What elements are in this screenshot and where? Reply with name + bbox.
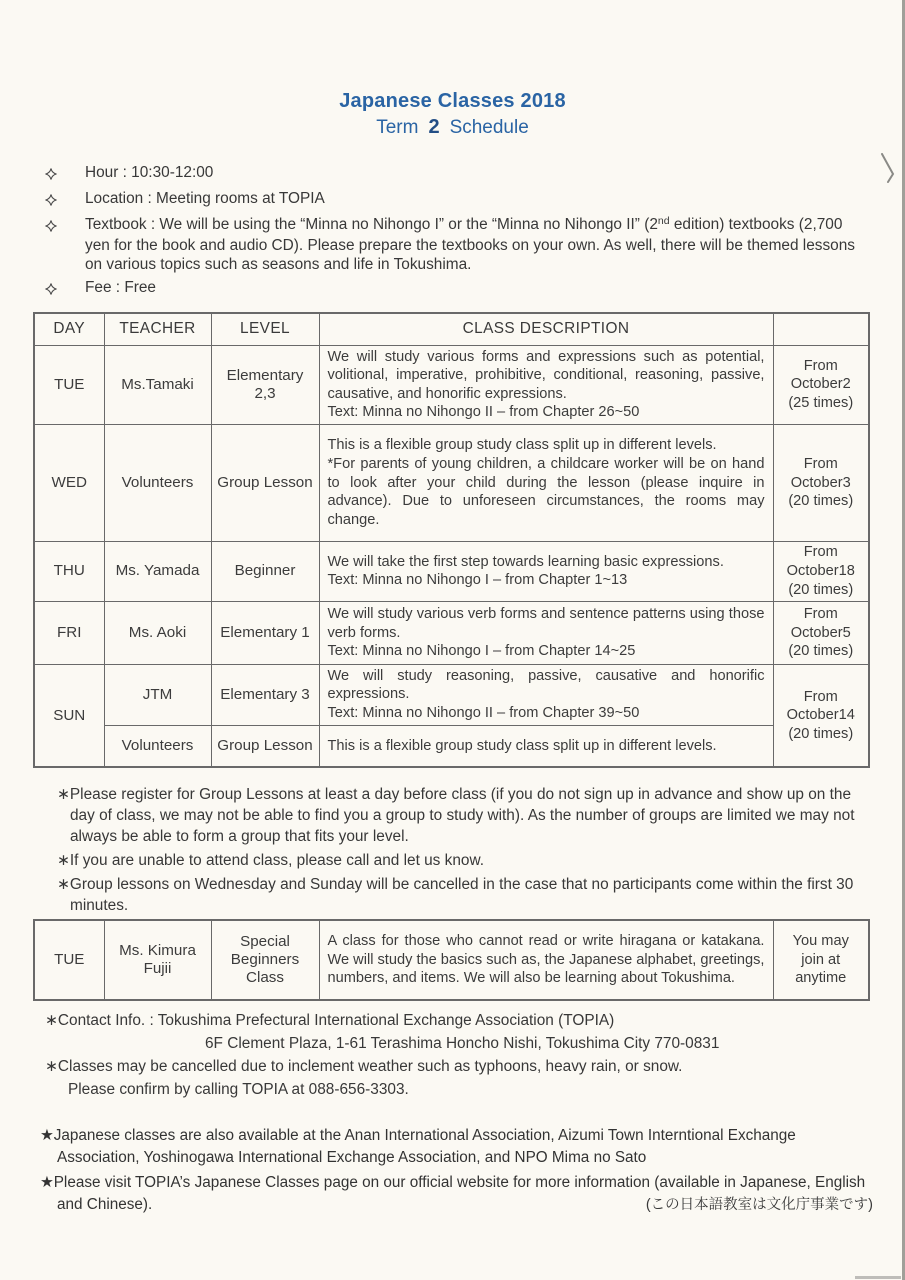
teacher-cell: Volunteers [104, 725, 211, 767]
info-item-textbook [45, 215, 870, 274]
header-start [773, 313, 869, 345]
header-day: DAY [34, 313, 104, 345]
star-note-text: Japanese classes are also available at the Anan International Association, Aizumi Town Interntional Exchange Association, Yoshinogawa International Exchange Association, and NPO Mima no Sato [53, 1127, 796, 1167]
teacher-cell: Ms. Yamada [104, 541, 211, 601]
day-cell: TUE [34, 345, 104, 424]
description-text-line: Text: Minna no Nihongo I – from Chapter 1~13 [327, 572, 628, 589]
note-text: If you are unable to attend class, please call and let us know. [69, 852, 485, 870]
header-level: LEVEL [211, 313, 319, 345]
description-cell [319, 345, 773, 424]
textbook-text-pre: Textbook : We will be using the “Minna no Nihongo I” or the “Minna no Nihongo II” (2 [85, 216, 658, 233]
special-beginners-table [33, 919, 870, 1001]
title-block [0, 0, 905, 139]
weather-confirm-line: Please confirm by calling TOPIA at 088-656-3303. [68, 1081, 409, 1099]
level-cell: Elementary 1 [211, 601, 319, 664]
info-item-location [45, 189, 870, 211]
level-cell: Elementary 3 [211, 664, 319, 725]
start-cell: From October2 (25 times) [773, 345, 869, 424]
start-cell: From October3 (20 times) [773, 424, 869, 541]
asterisk-icon: ∗ [57, 786, 70, 804]
day-cell: TUE [34, 920, 104, 1000]
star-note-item [40, 1172, 875, 1216]
note-text: Please register for Group Lessons at least a day before class (if you do not sign up in advance and show up on the day of class, we may not be able to find you a group to study with). As the number of groups are limited we may not always be able to form a group that fits your level. [69, 786, 855, 846]
teacher-cell: Ms. Kimura Fujii [104, 920, 211, 1000]
description-cell [319, 725, 773, 767]
page-subtitle [0, 116, 905, 139]
start-cell: From October18 (20 times) [773, 541, 869, 601]
description-cell [319, 664, 773, 725]
info-item-fee [45, 278, 870, 300]
note-item [57, 784, 869, 847]
info-bullet-list [45, 163, 870, 300]
description-text-line: Text: Minna no Nihongo I – from Chapter 14~25 [327, 643, 636, 660]
description-paragraph: This is a flexible group study class split up in different levels. [327, 437, 717, 454]
contact-info-text: Contact Info. : Tokushima Prefectural International Exchange Association (TOPIA) [57, 1012, 615, 1030]
description-cell [319, 920, 773, 1000]
star-note-item [40, 1125, 875, 1169]
schedule-table [33, 312, 870, 768]
note-item [57, 874, 869, 916]
asterisk-icon: ∗ [57, 876, 70, 894]
description-paragraph: We will take the first step towards learning basic expressions. [327, 553, 724, 570]
star-notes [40, 1125, 875, 1216]
info-hour-text: Hour : 10:30-12:00 [85, 164, 214, 181]
info-location-text: Location : Meeting rooms at TOPIA [85, 190, 325, 207]
asterisk-icon: ∗ [45, 1012, 58, 1030]
contact-info-line [45, 1009, 870, 1032]
table-row-tue [34, 345, 869, 424]
star-icon: ★ [40, 1127, 54, 1145]
level-cell: Group Lesson [211, 725, 319, 767]
header-teacher: TEACHER [104, 313, 211, 345]
schedule-header-row [34, 313, 869, 345]
description-text-line: Text: Minna no Nihongo II – from Chapter 26~50 [327, 404, 640, 421]
table-row-thu [34, 541, 869, 601]
day-cell: FRI [34, 601, 104, 664]
textbook-text-post: edition) textbooks (2,700 yen for the book and audio CD). Please prepare the textbooks on your own. As well, there will be themed lessons on various topics such as seasons and life in Tokushima. [85, 216, 855, 273]
table-row-special-tue [34, 920, 869, 1000]
description-paragraph: We will study various verb forms and sentence patterns using those verb forms. [327, 605, 765, 641]
header-class-description: CLASS DESCRIPTION [319, 313, 773, 345]
subtitle-schedule-label: Schedule [449, 117, 529, 138]
contact-notes [45, 1009, 870, 1101]
start-cell: From October14 (20 times) [773, 664, 869, 767]
note-text: Group lessons on Wednesday and Sunday will be cancelled in the case that no participants come within the first 30 minutes. [69, 876, 854, 915]
description-paragraph: We will study various forms and expressions such as potential, volitional, imperative, prohibitive, conditional, reasoning, passive, causative, and honorific expressions. [327, 348, 765, 402]
subtitle-term-number: 2 [428, 116, 440, 138]
description-paragraph: *For parents of young children, a childcare worker will be on hand to look after your child during the lesson (please inquire in advance). Due to unforeseen circumstances, the rooms may change. [327, 455, 765, 528]
diamond-bullet-icon [45, 278, 85, 300]
pen-mark-icon [880, 153, 900, 185]
diamond-bullet-icon [45, 163, 85, 185]
description-text-line: Text: Minna no Nihongo II – from Chapter 39~50 [327, 705, 640, 722]
teacher-cell: Volunteers [104, 424, 211, 541]
day-cell: WED [34, 424, 104, 541]
teacher-cell: Ms. Aoki [104, 601, 211, 664]
description-cell [319, 601, 773, 664]
day-cell: SUN [34, 664, 104, 767]
level-cell: Group Lesson [211, 424, 319, 541]
diamond-bullet-icon [45, 189, 85, 211]
day-cell: THU [34, 541, 104, 601]
asterisk-icon: ∗ [57, 852, 70, 870]
table-row-fri [34, 601, 869, 664]
start-cell: From October5 (20 times) [773, 601, 869, 664]
start-cell: You may join at anytime [773, 920, 869, 1000]
info-item-hour [45, 163, 870, 185]
subtitle-term-label: Term [376, 117, 419, 138]
weather-note-text: Classes may be cancelled due to inclement weather such as typhoons, heavy rain, or snow. [57, 1058, 683, 1076]
star-note-text: Please visit TOPIA’s Japanese Classes page on our official website for more information (available in Japanese, English and Chinese). [53, 1174, 866, 1214]
level-cell: Beginner [211, 541, 319, 601]
textbook-superscript: nd [657, 215, 670, 227]
description-paragraph: We will study reasoning, passive, causative and honorific expressions. [327, 667, 765, 703]
description-paragraph: A class for those who cannot read or write hiragana or katakana. We will study the basics such as, the Japanese alphabet, greetings, numbers, and items. We will also be learning about Tokushima. [327, 933, 765, 987]
info-textbook-text [85, 215, 870, 274]
level-cell: Elementary 2,3 [211, 345, 319, 424]
weather-note-line [45, 1055, 870, 1078]
scan-smudge [855, 1276, 901, 1279]
contact-address: 6F Clement Plaza, 1-61 Terashima Honcho Nishi, Tokushima City 770-0831 [205, 1035, 720, 1053]
table-row-sun-volunteers [34, 725, 869, 767]
note-item [57, 850, 869, 871]
table-row-sun-jtm [34, 664, 869, 725]
page-title: Japanese Classes 2018 [339, 90, 566, 112]
japanese-note-text: (この日本語教室は文化庁事業です) [645, 1197, 873, 1214]
level-cell: Special Beginners Class [211, 920, 319, 1000]
description-cell [319, 424, 773, 541]
star-icon: ★ [40, 1174, 54, 1192]
asterisk-icon: ∗ [45, 1058, 58, 1076]
teacher-cell: JTM [104, 664, 211, 725]
description-paragraph: This is a flexible group study class split up in different levels. [327, 737, 717, 754]
teacher-cell: Ms.Tamaki [104, 345, 211, 424]
table-row-wed [34, 424, 869, 541]
info-fee-text: Fee : Free [85, 279, 156, 296]
group-lesson-notes [57, 784, 869, 916]
diamond-bullet-icon [45, 215, 85, 274]
description-cell [319, 541, 773, 601]
